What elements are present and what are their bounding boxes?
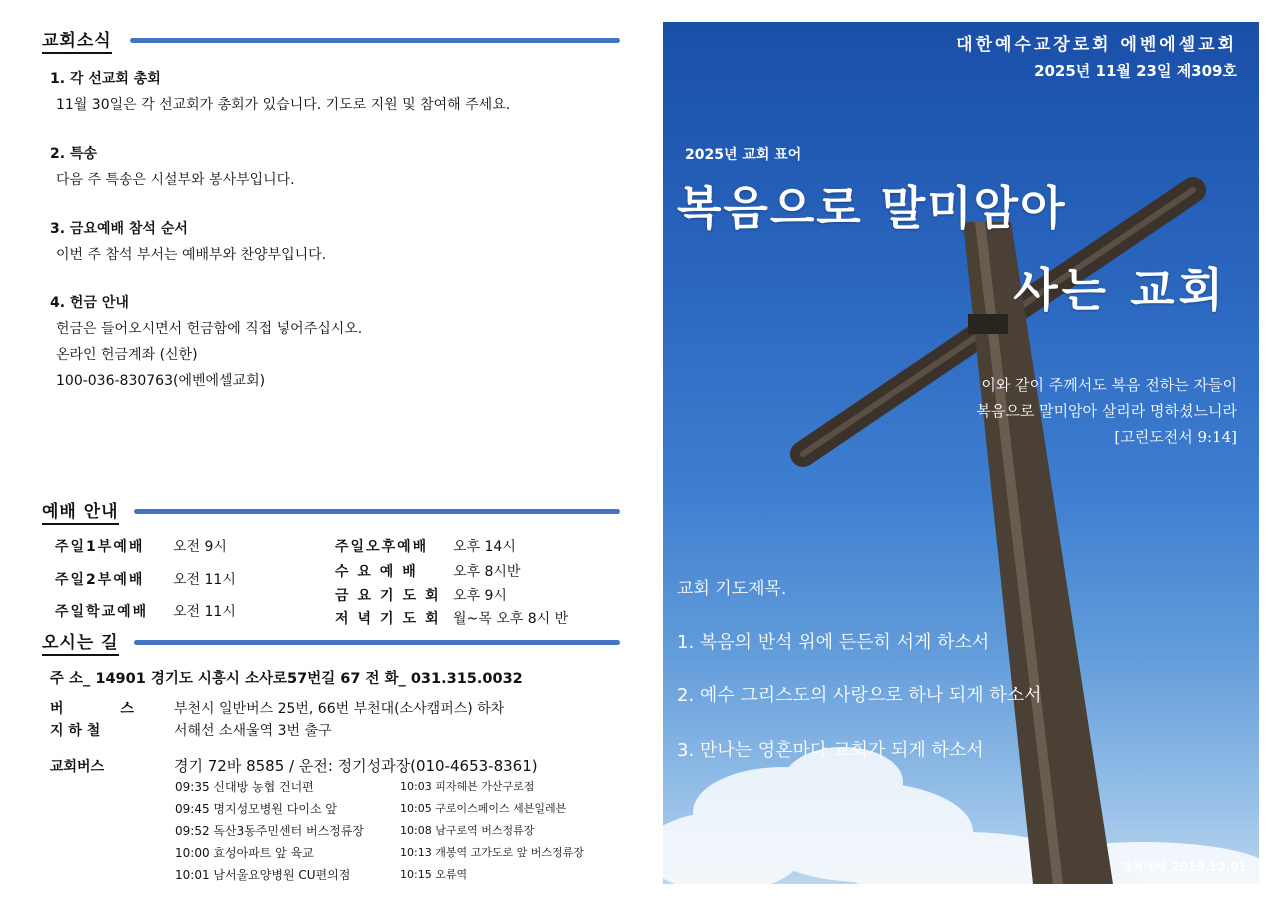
worship-label: 금요기도회 [335, 588, 448, 604]
news-section-header [42, 26, 622, 50]
worship-label: 주일오후예배 [335, 539, 429, 555]
prayer-item-1: 1. 복음의 반석 위에 든든히 서게 하소서 [677, 632, 990, 653]
bus-stop: 10:00 효성아파트 앞 육교 [175, 846, 314, 860]
church-name: 대한예수교장로회 에벤에셀교회 [956, 35, 1237, 55]
news-item-4 [50, 292, 362, 396]
news-item-2 [50, 143, 295, 195]
bus-stops-right [400, 778, 584, 888]
motto-line-2: 사는 교회 [1013, 263, 1227, 317]
worship-section-rule [134, 509, 620, 514]
subway-row [50, 720, 332, 740]
worship-section-header [42, 497, 622, 521]
bus-stop: 09:45 명지성모병원 다이소 앞 [175, 802, 337, 816]
worship-row [335, 608, 568, 628]
news-item-1 [50, 68, 510, 120]
subway-label: 지 하 철 [50, 723, 101, 739]
address-line: 주 소_ 14901 경기도 시흥시 소사로57번길 67 전 화_ 031.315.0032 [50, 671, 523, 687]
worship-time: 오전 11시 [173, 604, 236, 620]
news-section-rule [130, 38, 620, 43]
worship-time: 오후 14시 [453, 539, 516, 555]
church-bus-info: 경기 72바 8585 / 운전: 정기성과장(010-4653-8361) [174, 757, 538, 775]
bus-stop: 09:35 신대방 농협 건너편 [175, 780, 314, 794]
prayer-item-2: 2. 예수 그리스도의 사랑으로 하나 되게 하소서 [677, 685, 1042, 706]
worship-row [55, 536, 227, 556]
directions-section-title: 오시는 길 [42, 628, 119, 656]
news-item-line: 다음 주 특송은 시설부와 봉사부입니다. [56, 172, 295, 188]
news-item-heading: 1. 각 선교회 총회 [50, 71, 161, 87]
worship-row [335, 585, 507, 605]
worship-time: 월~목 오후 8시 반 [453, 611, 569, 627]
bus-stop: 10:15 오류역 [400, 868, 468, 881]
issue-date: 2025년 11월 23일 제309호 [1034, 62, 1237, 80]
worship-time: 오후 8시반 [453, 564, 521, 580]
worship-row [335, 561, 520, 581]
verse-reference: [고린도전서 9:14] [1114, 428, 1237, 446]
directions-section-header [42, 628, 622, 652]
worship-row [55, 601, 236, 621]
news-item-line: 11월 30일은 각 선교회가 총회가 있습니다. 기도로 지원 및 참여해 주세요. [56, 97, 511, 113]
prayer-item-3: 3. 만나는 영혼마다 교회가 되게 하소서 [677, 740, 984, 761]
worship-label: 주일2부예배 [55, 572, 145, 588]
bus-row [50, 698, 504, 718]
bus-stop: 10:08 남구로역 버스정류장 [400, 824, 535, 837]
worship-label: 수 요 예 배 [335, 564, 418, 580]
worship-row [335, 536, 516, 556]
news-item-3 [50, 218, 326, 270]
cover-panel [663, 22, 1259, 884]
news-item-line: 헌금은 들어오시면서 헌금함에 직접 넣어주십시오. [56, 321, 363, 337]
bus-stop: 10:05 구로이스페이스 세븐일레븐 [400, 802, 567, 815]
news-item-line: 이번 주 참석 부서는 예배부와 찬양부입니다. [56, 247, 327, 263]
worship-row [55, 569, 236, 589]
worship-time: 오전 9시 [173, 539, 227, 555]
motto-label: 2025년 교회 표어 [685, 147, 802, 163]
worship-label: 주일1부예배 [55, 539, 145, 555]
worship-time: 오후 9시 [453, 588, 507, 604]
bus-stop: 09:52 독산3동주민센터 버스정류장 [175, 824, 364, 838]
news-section-title: 교회소식 [42, 26, 112, 54]
church-bus-row [50, 755, 538, 776]
news-item-heading: 4. 헌금 안내 [50, 295, 129, 311]
worship-label: 주일학교예배 [55, 604, 149, 620]
worship-label: 저녁기도회 [335, 611, 448, 627]
worship-time: 오전 11시 [173, 572, 236, 588]
founding-date: 개척예배 2019.12.01 [1120, 860, 1247, 874]
bus-stop: 10:13 개봉역 고가도로 앞 버스정류장 [400, 846, 584, 859]
verse-line-2: 복음으로 말미암아 살리라 명하셨느니라 [976, 402, 1237, 420]
news-item-heading: 2. 특송 [50, 146, 97, 162]
church-bus-label: 교회버스 [50, 759, 105, 775]
bus-stops-left [175, 778, 364, 888]
worship-section-title: 예배 안내 [42, 497, 119, 525]
verse-line-1: 이와 같이 주께서도 복음 전하는 자들이 [981, 376, 1237, 394]
bus-label: 버 스 [50, 701, 160, 717]
news-item-line: 온라인 헌금계좌 (신한) [56, 347, 198, 363]
bus-info: 부천시 일반버스 25번, 66번 부천대(소사캠퍼스) 하차 [174, 701, 505, 717]
news-item-line: 100-036-830763(에벤에셀교회) [56, 373, 266, 389]
subway-info: 서해선 소새울역 3번 출구 [174, 723, 332, 739]
news-item-heading: 3. 금요예배 참석 순서 [50, 221, 188, 237]
motto-line-1: 복음으로 말미암아 [677, 181, 1067, 235]
prayer-title: 교회 기도제목. [677, 579, 787, 599]
bus-stop: 10:01 남서울요양병원 CU편의점 [175, 868, 351, 882]
bus-stop: 10:03 피자헤븐 가산구로점 [400, 780, 535, 793]
directions-section-rule [134, 640, 620, 645]
